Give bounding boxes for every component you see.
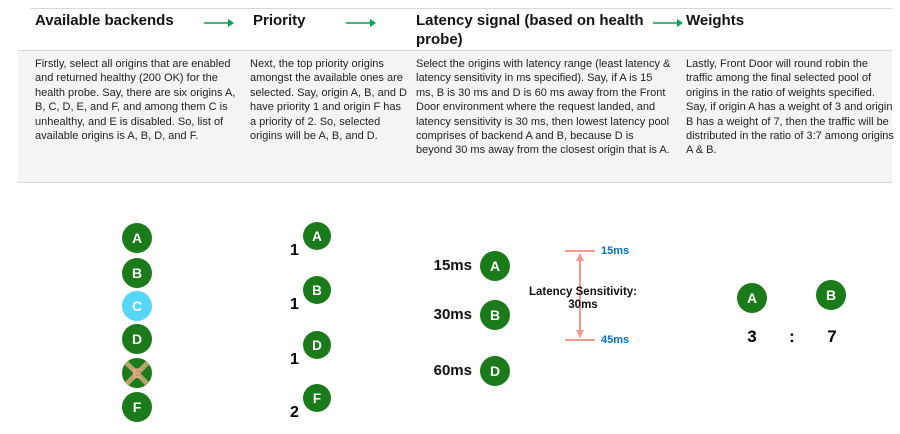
origin-circle-b xyxy=(122,258,152,288)
header-weights: Weights xyxy=(686,12,745,29)
range-bottom-label: 45ms xyxy=(601,334,630,346)
caption-line1: Latency Sensitivity: xyxy=(528,286,637,298)
description-latency: Select the origins with latency range (least latency & latency sensitivity in ms specified). Say, if A is 15 ms, B is 30 ms and D is 60 ms away from the Front Door environment where the request landed, and latency sensitivity is 30 ms, then lowest latency pool comprises of backend A and B, because D is beyond 30 ms away from the closest origin that is A. xyxy=(416,58,671,157)
origin-letter: B xyxy=(489,307,501,323)
range-tick-top xyxy=(565,250,595,252)
origin-circle-f xyxy=(303,384,331,412)
origin-letter: A xyxy=(312,228,322,244)
latency-value: 15ms xyxy=(433,257,472,274)
description-priority: Next, the top priority origins amongst the available ones are selected. Say, origin A, B, and D have priority 1 and origin F has a priority of 2. So, selected origins will be A, B, and D. xyxy=(250,58,407,143)
origin-circle-a xyxy=(303,222,331,250)
origin-letter: A xyxy=(746,290,758,306)
origin-circle-e-disabled xyxy=(122,358,152,388)
origin-letter: F xyxy=(312,390,322,406)
origin-letter: B xyxy=(312,282,322,298)
origin-circle-d xyxy=(303,331,331,359)
priority-pair-d xyxy=(290,331,336,377)
latency-sensitivity-caption xyxy=(524,286,642,312)
priority-pair-a xyxy=(290,222,336,268)
description-weights: Lastly, Front Door will round robin the traffic among the final selected pool of origins in the ratio of weights specified. Say, if origin A has a weight of 3 and origin B has a weight of 7, then the traffic will be distributed in the ratio of 3:7 among origins A & B. xyxy=(686,58,894,157)
origin-circle-a xyxy=(480,251,510,281)
origin-letter: D xyxy=(489,363,501,379)
description-available-backends: Firstly, select all origins that are enabled and returned healthy (200 OK) for the health probe. Say, there are six origins A, B, C, D, E, and F, and among them C is unhealthy, and E is disabled. So, list of available origins is A, B, D, and F. xyxy=(35,58,236,143)
latency-value: 30ms xyxy=(433,306,472,323)
priority-value: 1 xyxy=(290,351,299,368)
origin-circle-d xyxy=(122,324,152,354)
arrow-down-icon xyxy=(576,330,584,338)
ratio-separator: : xyxy=(789,327,795,346)
arrow-right-icon xyxy=(345,16,377,28)
origin-circle-f xyxy=(122,392,152,422)
header-priority: Priority xyxy=(253,12,306,29)
origin-circle-a xyxy=(122,223,152,253)
origin-circle-a xyxy=(737,283,767,313)
top-divider xyxy=(30,8,892,9)
origin-circle-b xyxy=(816,280,846,310)
weight-value-b: 7 xyxy=(827,327,837,346)
range-tick-bottom xyxy=(565,339,595,341)
origin-letter: D xyxy=(312,337,322,353)
origin-circle-b xyxy=(480,300,510,330)
latency-row-a xyxy=(424,251,544,281)
origin-letter: D xyxy=(131,331,143,347)
priority-value: 1 xyxy=(290,296,299,313)
origin-letter: B xyxy=(825,287,837,303)
origin-letter: E xyxy=(132,365,142,381)
origin-letter: A xyxy=(131,230,143,246)
header-latency-signal: Latency signal (based on health probe) xyxy=(416,12,644,48)
arrow-right-icon xyxy=(652,16,684,28)
origin-circle-d xyxy=(480,356,510,386)
origin-letter: C xyxy=(131,298,143,314)
origin-letter: F xyxy=(132,399,142,415)
priority-pair-f xyxy=(290,384,336,430)
arrow-up-icon xyxy=(576,253,584,261)
arrow-right-icon xyxy=(203,16,235,28)
origin-circle-c-unhealthy xyxy=(122,291,152,321)
weight-value-a: 3 xyxy=(747,327,757,346)
priority-pair-b xyxy=(290,276,336,322)
range-top-label: 15ms xyxy=(601,245,630,257)
caption-line2: 30ms xyxy=(568,299,598,311)
header-available-backends: Available backends xyxy=(35,12,174,29)
origin-letter: B xyxy=(131,265,143,281)
latency-value: 60ms xyxy=(433,362,472,379)
origin-letter: A xyxy=(489,258,501,274)
priority-value: 1 xyxy=(290,242,299,259)
priority-value: 2 xyxy=(290,404,299,421)
origin-circle-b xyxy=(303,276,331,304)
latency-row-d xyxy=(424,356,544,386)
